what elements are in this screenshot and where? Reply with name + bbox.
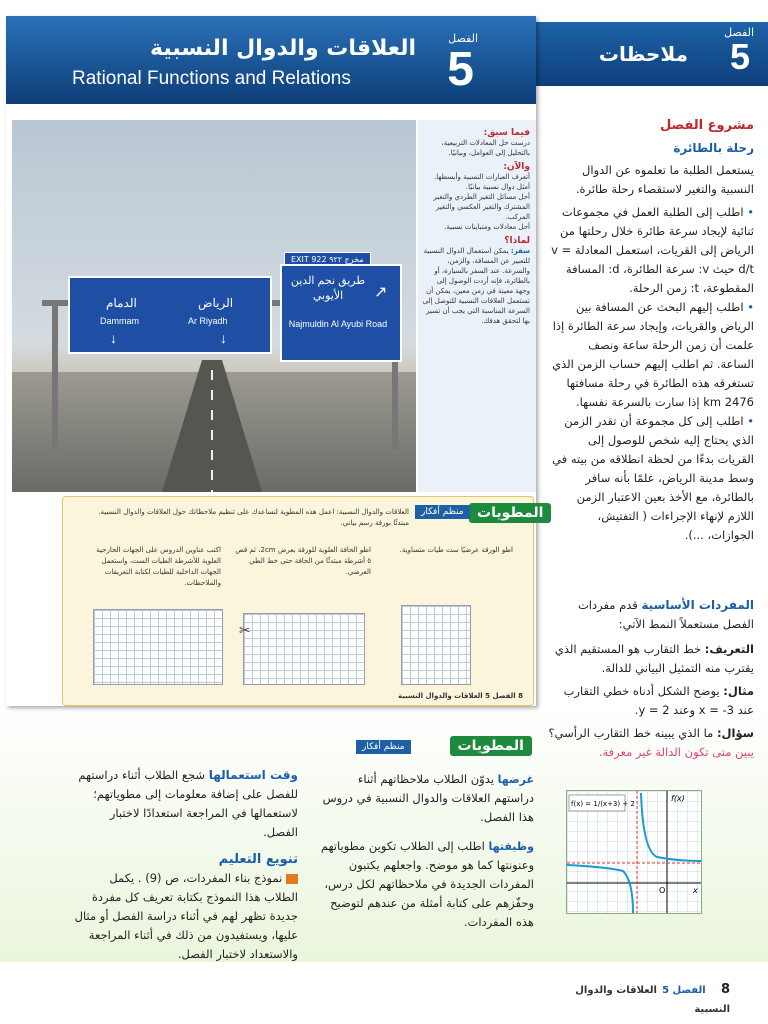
sidebar-now-bullet: أحل معادلات ومتباينات نسبية. bbox=[444, 223, 530, 231]
vocabulary-section bbox=[548, 596, 754, 762]
page-footer bbox=[540, 978, 730, 1015]
bottom-foldables-banner bbox=[356, 736, 532, 758]
foldables-notes bbox=[320, 770, 534, 932]
sidebar-heading-now: والآن: bbox=[503, 162, 530, 172]
teaching-notes bbox=[74, 766, 298, 964]
right-chapter-header bbox=[536, 22, 768, 86]
project-bullet-3: • اطلب إلى كل مجموعة أن تقدر الزمن الذي يحتاج إليه شخص للوصول إلى القريات بدءًا من لحظة انطلاقه من بيته في وسط مدينة الرياض، علمًا بأنه سافر بالطائرة، مع الأخذ بعين الاعتبار الزمن اللازم لإنهاء الإجراءات ( التفتيش، الجوازات، ...). bbox=[552, 414, 754, 542]
book-organizer-tag: منظم أفكار bbox=[415, 505, 470, 519]
question-label: سؤال: bbox=[716, 726, 754, 740]
sidebar-before-text: درست حل المعادلات التربيعية، بالتحليل إلى العوامل، وبيانيًا. bbox=[441, 139, 530, 157]
chapter-intro-sidebar bbox=[418, 120, 536, 492]
project-bullet-1: • اطلب إلى الطلبة العمل في مجموعات ثنائية لإيجاد سرعة طائرة خلال رحلتها من الرياض إلى القريات، استعمل المعادلة v = d/t حيث v: سرعة الطائرة، d: المسافة المقطوعة، t: زمن الرحلة. bbox=[551, 205, 754, 295]
book-chapter-header bbox=[6, 16, 536, 104]
sign1-dammam-ar: الدمام bbox=[106, 296, 137, 310]
graph-svg bbox=[567, 791, 701, 913]
answer-text: يبين متى تكون الدالة غير معرفة. bbox=[598, 745, 754, 759]
worksheet-icon bbox=[286, 874, 298, 884]
book-title-arabic: العلاقات والدوال النسبية bbox=[150, 36, 416, 61]
purpose-label: غرضها bbox=[497, 773, 534, 786]
foldables-step-3: اكتب عناوين الدروس على الجهات الخارجية العلوية للأشرطة الطيات الست، واستعمل الجهات الداخلية للطيات لكتابة التعريفات والملاحظات. bbox=[96, 546, 221, 587]
definition-label: التعريف: bbox=[704, 642, 754, 656]
sign2-arabic: طريق نجم الدين الأيوبي bbox=[290, 275, 366, 302]
vocab-intro: قدم مفردات الفصل مستعملاً النمط الآتي: bbox=[577, 598, 754, 631]
sign1-riyadh-en: Ar Riyadh bbox=[188, 316, 228, 326]
book-foldables-badge: المطويات bbox=[469, 503, 551, 523]
diagonal-arrow-icon: ↗ bbox=[374, 284, 388, 301]
question-text: ما الذي يبينه خط التقارب الرأسي؟ bbox=[548, 726, 714, 740]
sign2-english: Najmuldin Al Ayubi Road bbox=[288, 319, 388, 329]
folded-paper-illustration bbox=[401, 605, 471, 685]
sidebar-now-bullet: أمثل دوال نسبية بيانيًا. bbox=[465, 183, 530, 191]
book-chapter-word: الفصل bbox=[448, 32, 478, 45]
sidebar-heading-why: لماذا؟ bbox=[504, 236, 530, 246]
bottom-foldables-badge: المطويات bbox=[450, 736, 532, 756]
sign1-dammam-en: Dammam bbox=[100, 316, 140, 326]
highway-photo bbox=[12, 120, 416, 492]
vocab-title: المفردات الأساسية bbox=[641, 598, 754, 612]
exit-sign: EXIT 922 مخرج ٩٢٢ bbox=[284, 252, 371, 267]
sign-riyadh-dammam bbox=[68, 276, 272, 354]
cut-tabs-illustration bbox=[243, 613, 365, 685]
book-title-english: Rational Functions and Relations bbox=[72, 68, 351, 89]
sidebar-now-bullet: أتعرف العبارات النسبية وأبسطها. bbox=[434, 173, 530, 181]
project-bullet-1-text: اطلب إلى الطلبة العمل في مجموعات ثنائية لإيجاد سرعة طائرة خلال رحلتها من الرياض إلى القريات، استعمل المعادلة v = d/t حيث v: سرعة الطائرة، d: المسافة المقطوعة، t: زمن الرحلة. bbox=[551, 205, 754, 295]
x-axis-label: x bbox=[693, 886, 698, 895]
sidebar-travel-label: سفر: bbox=[510, 247, 530, 255]
purpose-text: يدوّن الطلاب ملاحظاتهم أثناء دراستهم العلاقات والدوال النسبية في دروس هذا الفصل. bbox=[322, 772, 534, 824]
book-chapter-number: 5 bbox=[447, 43, 474, 96]
project-title: مشروع الفصل bbox=[660, 118, 754, 133]
right-column bbox=[548, 118, 754, 545]
project-bullet-2-text: اطلب إليهم البحث عن المسافة بين الرياض والقريات، وإيجاد سرعة الطائرة إذا علمت أن زمن الرحلة ساعة ونصف الساعة. ثم اطلب إليهم حساب الزمن الذي تستغرقه هذه الطائرة في رحلة مسافتها 2476 km إذا سارت بالسرعة نفسها. bbox=[552, 300, 754, 409]
project-bullet-2: • اطلب إليهم البحث عن المسافة بين الرياض والقريات، وإيجاد سرعة الطائرة إذا علمت أن زمن الرحلة ساعة ونصف الساعة. ثم اطلب إليهم حساب الزمن الذي تستغرقه هذه الطائرة في رحلة مسافتها 2476 km إذا سارت بالسرعة نفسها. bbox=[552, 300, 754, 409]
book-page-footer: 8 الفصل 5 العلاقات والدوال النسبية bbox=[398, 692, 523, 700]
project-bullet-3-text: اطلب إلى كل مجموعة أن تقدر الزمن الذي يحتاج إليه شخص للوصول إلى القريات بدءًا من لحظة انطلاقه من بيته في وسط مدينة الرياض، علمًا بأنه سافر بالطائرة، مع الأخذ بعين الاعتبار الزمن اللازم لإنهاء الإجراءات ( التفتيش، الجوازات، ...). bbox=[552, 414, 754, 542]
footer-title: العلاقات والدوال النسبية bbox=[575, 985, 730, 1015]
example-label: مثال: bbox=[723, 684, 754, 698]
diff-text: نموذج بناء المفردات، ص (9) . يكمل الطلاب هذا النموذج بكتابة تعريف كل مفردة جديدة تظهر لهم في أثناء دراسة الفصل أو مثال عليها، ويستفيدون من ذلك في أثناء المراجعة والاستعداد لاختبار الفصل. bbox=[74, 871, 298, 961]
trip-title: رحلة بالطائرة bbox=[673, 141, 754, 155]
bottom-organizer-tag: منظم أفكار bbox=[356, 740, 411, 754]
scissors-icon: ✂ bbox=[239, 623, 251, 639]
function-text: اطلب إلى الطلاب تكوين مطوياتهم وعنونتها كما هو موضح. واجعلهم يكتبون المفردات الجديدة في ملاحظاتهم لكل درس، وحفّزهم على كتابة أمثلة من عندهم لتوضيح هذه المفردات. bbox=[320, 839, 534, 929]
project-intro: يستعمل الطلبة ما تعلموه عن الدوال النسبية والتغير لاستقصاء رحلة طائرة. bbox=[575, 163, 754, 196]
asymptote-graph bbox=[566, 790, 702, 914]
y-axis-label: f(x) bbox=[671, 794, 685, 803]
footer-page-number: 8 bbox=[720, 982, 730, 997]
right-chapter-number: 5 bbox=[729, 36, 750, 77]
labeled-foldable-illustration bbox=[93, 609, 223, 685]
notes-title: ملاحظات bbox=[598, 42, 688, 66]
definition-text: خط التقارب هو المستقيم الذي يقترب منه التمثيل البياني للدالة. bbox=[554, 642, 754, 675]
origin-label: O bbox=[659, 886, 666, 895]
foldables-step-1: اطو الورقة عرضيًا ست طيات متساوية. bbox=[399, 546, 513, 554]
foldables-intro: العلاقات والدوال النسبية: اعمل هذه المطوية لتساعدك على تنظيم ملاحظاتك حول العلاقات والدوال النسبية. مبتدئًا بورقة رسم بياني. bbox=[98, 508, 409, 527]
when-title: وقت استعمالها bbox=[208, 768, 298, 782]
diff-title: تنويع التعليم bbox=[218, 852, 298, 867]
example-text: يوضح الشكل أدناه خطي التقارب عند x = -3 وعند y = 2. bbox=[563, 684, 754, 717]
down-arrow-icon: ↓ bbox=[110, 330, 117, 346]
down-arrow-icon: ↓ bbox=[220, 330, 227, 346]
sign1-riyadh-ar: الرياض bbox=[198, 296, 234, 310]
book-foldables-box bbox=[62, 496, 544, 706]
sign-najmuldin-road bbox=[280, 264, 402, 362]
sidebar-now-bullet: أحل مسائل التغير الطردي والتغير المشترك والتغير العكسي والتغير المركب. bbox=[433, 193, 530, 221]
when-text: شجع الطلاب أثناء دراستهم للفصل على إضافة معلومات إلى مطوياتهم؛ لاستعمالها في المراجعة استعدادًا لاختبار الفصل. bbox=[78, 768, 298, 839]
foldables-step-2: اطو الحافة العلوية للورقة بعرض 2cm، ثم قص ٥ أشرطة مبتدئًا من الحافة حتى خط الطي العرضي. bbox=[235, 546, 371, 576]
right-chapter-word: الفصل bbox=[724, 26, 754, 39]
sidebar-why-text: يمكن استعمال الدوال النسبية للتعبير عن المسافة، والزمن، والسرعة. عند السفر بالسيارة، أو بالطائرة، فإنه أردت الوصول إلى وجهة معينة في زمن معين، يمكن أن تستعمل العلاقات النسبية للتوصل إلى السرعة المناسبة التي يجب أن تسير بها لتحقق هدفك. bbox=[422, 247, 530, 325]
function-label: f(x) = 1/(x+3) + 2 bbox=[571, 800, 635, 808]
book-page-thumbnail bbox=[6, 16, 544, 706]
function-label-heading: وظيفتها bbox=[488, 840, 534, 853]
footer-chapter: الفصل 5 bbox=[662, 985, 706, 996]
sidebar-heading-before: فيما سبق: bbox=[483, 128, 530, 138]
